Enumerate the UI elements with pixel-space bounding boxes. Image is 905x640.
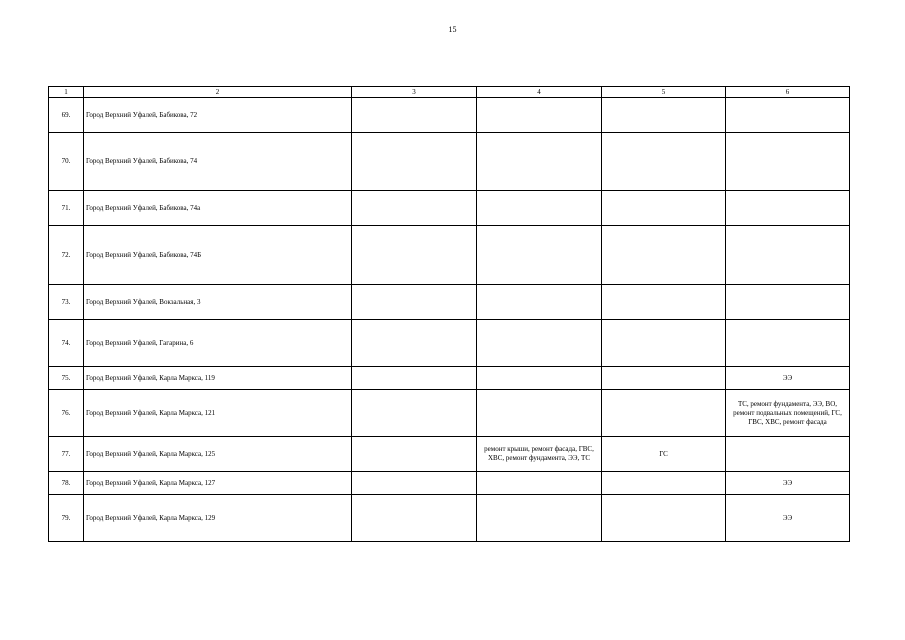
row-cell-4 <box>477 367 602 390</box>
row-cell-4 <box>477 98 602 133</box>
row-cell-3 <box>352 98 477 133</box>
row-number: 73. <box>49 285 84 320</box>
row-number: 74. <box>49 320 84 367</box>
row-cell-3 <box>352 472 477 495</box>
row-cell-5 <box>602 495 726 542</box>
row-cell-4 <box>477 191 602 226</box>
row-address: Город Верхний Уфалей, Гагарина, 6 <box>84 320 352 367</box>
table-row <box>49 226 850 285</box>
row-cell-6: ЭЭ <box>726 472 850 495</box>
row-cell-6 <box>726 133 850 191</box>
table-row <box>49 390 850 437</box>
row-number: 75. <box>49 367 84 390</box>
row-address: Город Верхний Уфалей, Бабикова, 74 <box>84 133 352 191</box>
row-cell-5 <box>602 472 726 495</box>
row-number: 70. <box>49 133 84 191</box>
row-cell-3 <box>352 495 477 542</box>
row-cell-3 <box>352 226 477 285</box>
row-cell-5 <box>602 226 726 285</box>
row-number: 72. <box>49 226 84 285</box>
row-address: Город Верхний Уфалей, Карла Маркса, 129 <box>84 495 352 542</box>
row-cell-4 <box>477 390 602 437</box>
table-row <box>49 495 850 542</box>
row-cell-5 <box>602 98 726 133</box>
row-cell-3 <box>352 367 477 390</box>
column-header: 2 <box>84 87 352 98</box>
row-cell-6 <box>726 320 850 367</box>
row-cell-5 <box>602 191 726 226</box>
row-address: Город Верхний Уфалей, Вокзальная, 3 <box>84 285 352 320</box>
row-address: Город Верхний Уфалей, Карла Маркса, 119 <box>84 367 352 390</box>
column-header: 6 <box>726 87 850 98</box>
table-row <box>49 98 850 133</box>
row-cell-4 <box>477 495 602 542</box>
table-row <box>49 472 850 495</box>
row-cell-3 <box>352 390 477 437</box>
row-cell-6: ЭЭ <box>726 495 850 542</box>
row-address: Город Верхний Уфалей, Бабикова, 74а <box>84 191 352 226</box>
address-table <box>48 86 850 542</box>
row-cell-4 <box>477 472 602 495</box>
row-cell-3 <box>352 320 477 367</box>
row-cell-5 <box>602 285 726 320</box>
row-cell-4 <box>477 133 602 191</box>
row-cell-4: ремонт крыши, ремонт фасада, ГВС, ХВС, ремонт фундамента, ЭЭ, ТС <box>477 437 602 472</box>
table-row <box>49 320 850 367</box>
row-cell-5 <box>602 320 726 367</box>
row-cell-3 <box>352 191 477 226</box>
table-row <box>49 437 850 472</box>
row-cell-6 <box>726 98 850 133</box>
row-address: Город Верхний Уфалей, Бабикова, 74Б <box>84 226 352 285</box>
row-address: Город Верхний Уфалей, Карла Маркса, 121 <box>84 390 352 437</box>
row-cell-3 <box>352 133 477 191</box>
column-header: 4 <box>477 87 602 98</box>
row-cell-6 <box>726 191 850 226</box>
row-cell-3 <box>352 437 477 472</box>
table-row <box>49 285 850 320</box>
row-cell-4 <box>477 226 602 285</box>
table-header-row <box>49 87 850 98</box>
row-cell-4 <box>477 320 602 367</box>
row-cell-6 <box>726 226 850 285</box>
row-cell-3 <box>352 285 477 320</box>
row-cell-5 <box>602 390 726 437</box>
row-number: 71. <box>49 191 84 226</box>
row-cell-5 <box>602 367 726 390</box>
row-number: 79. <box>49 495 84 542</box>
row-address: Город Верхний Уфалей, Карла Маркса, 125 <box>84 437 352 472</box>
row-number: 76. <box>49 390 84 437</box>
row-number: 77. <box>49 437 84 472</box>
row-cell-6: ТС, ремонт фундамента, ЭЭ, ВО, ремонт подвальных помещений, ГС, ГВС, ХВС, ремонт фасада <box>726 390 850 437</box>
column-header: 1 <box>49 87 84 98</box>
row-cell-6 <box>726 437 850 472</box>
row-number: 69. <box>49 98 84 133</box>
column-header: 3 <box>352 87 477 98</box>
row-cell-5: ГС <box>602 437 726 472</box>
row-cell-6: ЭЭ <box>726 367 850 390</box>
column-header: 5 <box>602 87 726 98</box>
row-number: 78. <box>49 472 84 495</box>
page-number: 15 <box>448 25 457 34</box>
row-address: Город Верхний Уфалей, Бабикова, 72 <box>84 98 352 133</box>
row-cell-4 <box>477 285 602 320</box>
row-address: Город Верхний Уфалей, Карла Маркса, 127 <box>84 472 352 495</box>
row-cell-6 <box>726 285 850 320</box>
table-row <box>49 367 850 390</box>
row-cell-5 <box>602 133 726 191</box>
table-row <box>49 133 850 191</box>
table-row <box>49 191 850 226</box>
